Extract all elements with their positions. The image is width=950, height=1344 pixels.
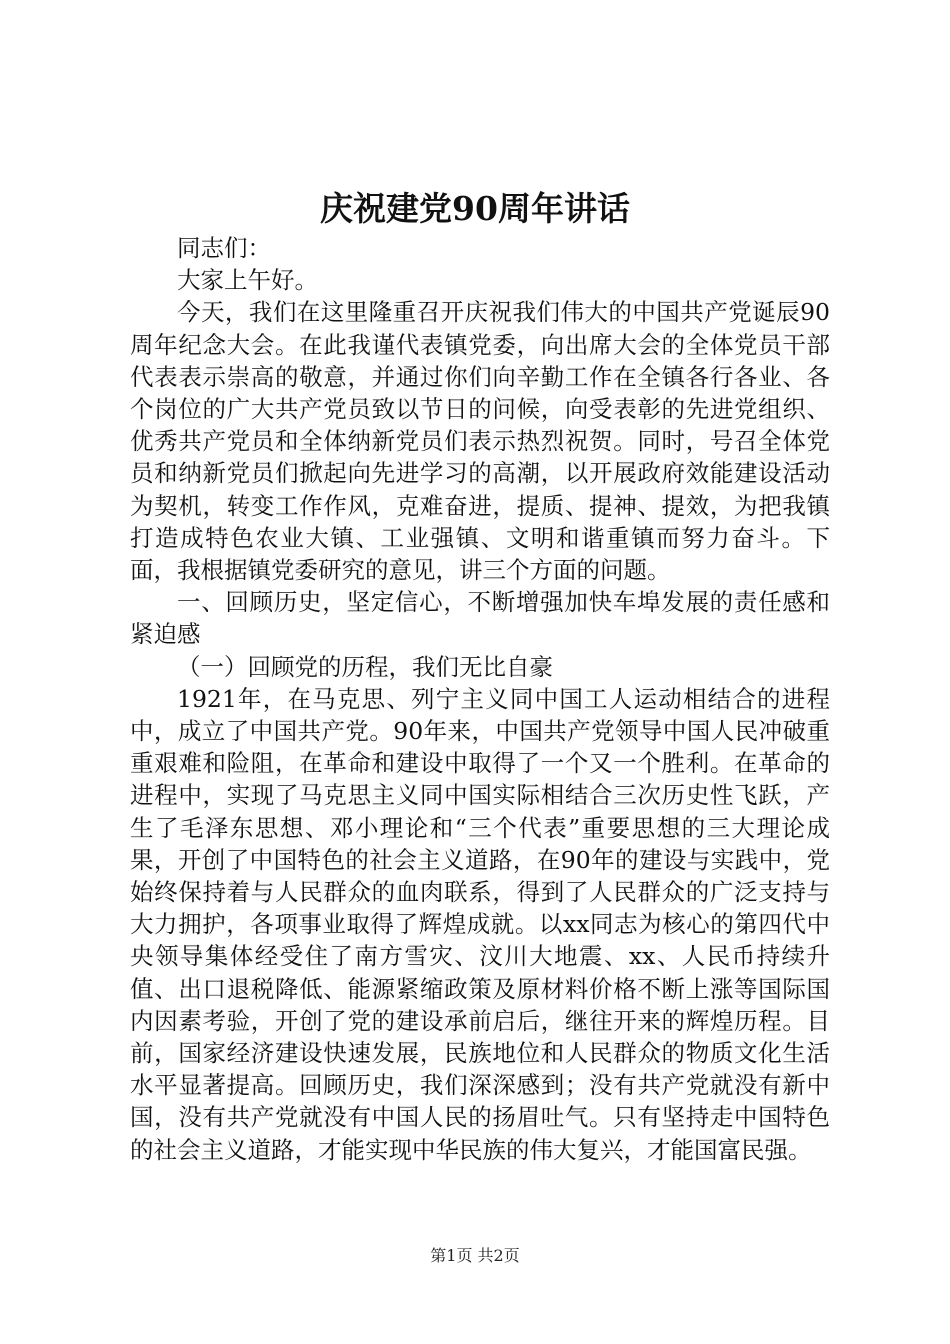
greeting: 大家上午好。: [177, 266, 318, 295]
document-title: 庆祝建党90周年讲话: [320, 189, 630, 228]
paragraph-intro: 今天，我们在这里隆重召开庆祝我们伟大的中国共产党诞辰90周年纪念大会。在此我谨代表镇党委，向出席大会的全体党员干部代表表示崇高的敬意，并通过你们向辛勤工作在全镇各行各业、各个岗位的广大共产党员致以节日的问候，向受表彰的先进党组织、优秀共产党员和全体纳新党员们表示热烈祝贺。同时，号召全体党员和纳新党员们掀起向先进学习的高潮，以开展政府效能建设活动为契机，转变工作作风，克难奋进，提质、提神、提效，为把我镇打造成特色农业大镇、工业强镇、文明和谐重镇而努力奋斗。下面，我根据镇党委研究的意见，讲三个方面的问题。: [130, 298, 830, 585]
paragraph-history: 1921年，在马克思、列宁主义同中国工人运动相结合的进程中，成立了中国共产党。90年来，中国共产党领导中国人民冲破重重艰难和险阻，在革命和建设中取得了一个又一个胜利。在革命的进程中，实现了马克思主义同中国实际相结合三次历史性飞跃，产生了毛泽东思想、邓小理论和“三个代表”重要思想的三大理论成果，开创了中国特色的社会主义道路，在90年的建设与实践中，党始终保持着与人民群众的血肉联系，得到了人民群众的广泛支持与大力拥护，各项事业取得了辉煌成就。以xx同志为核心的第四代中央领导集体经受住了南方雪灾、汶川大地震、xx、人民币持续升值、出口退税降低、能源紧缩政策及原材料价格不断上涨等国际国内因素考验，开创了党的建设承前启后，继往开来的辉煌历程。目前，国家经济建设快速发展，民族地位和人民群众的物质文化生活水平显著提高。回顾历史，我们深深感到；没有共产党就没有新中国，没有共产党就没有中国人民的扬眉吐气。只有坚持走中国特色的社会主义道路，才能实现中华民族的伟大复兴，才能国富民强。: [130, 684, 830, 1164]
document-body: [130, 232, 830, 1166]
page-footer: 第1页 共2页: [430, 1246, 520, 1265]
subsection-heading-1: （一）回顾党的历程，我们无比自豪: [177, 652, 553, 681]
salutation: 同志们：: [177, 234, 271, 262]
section-heading-1: 一、回顾历史，坚定信心，不断增强加快车埠发展的责任感和紧迫感: [130, 588, 830, 649]
